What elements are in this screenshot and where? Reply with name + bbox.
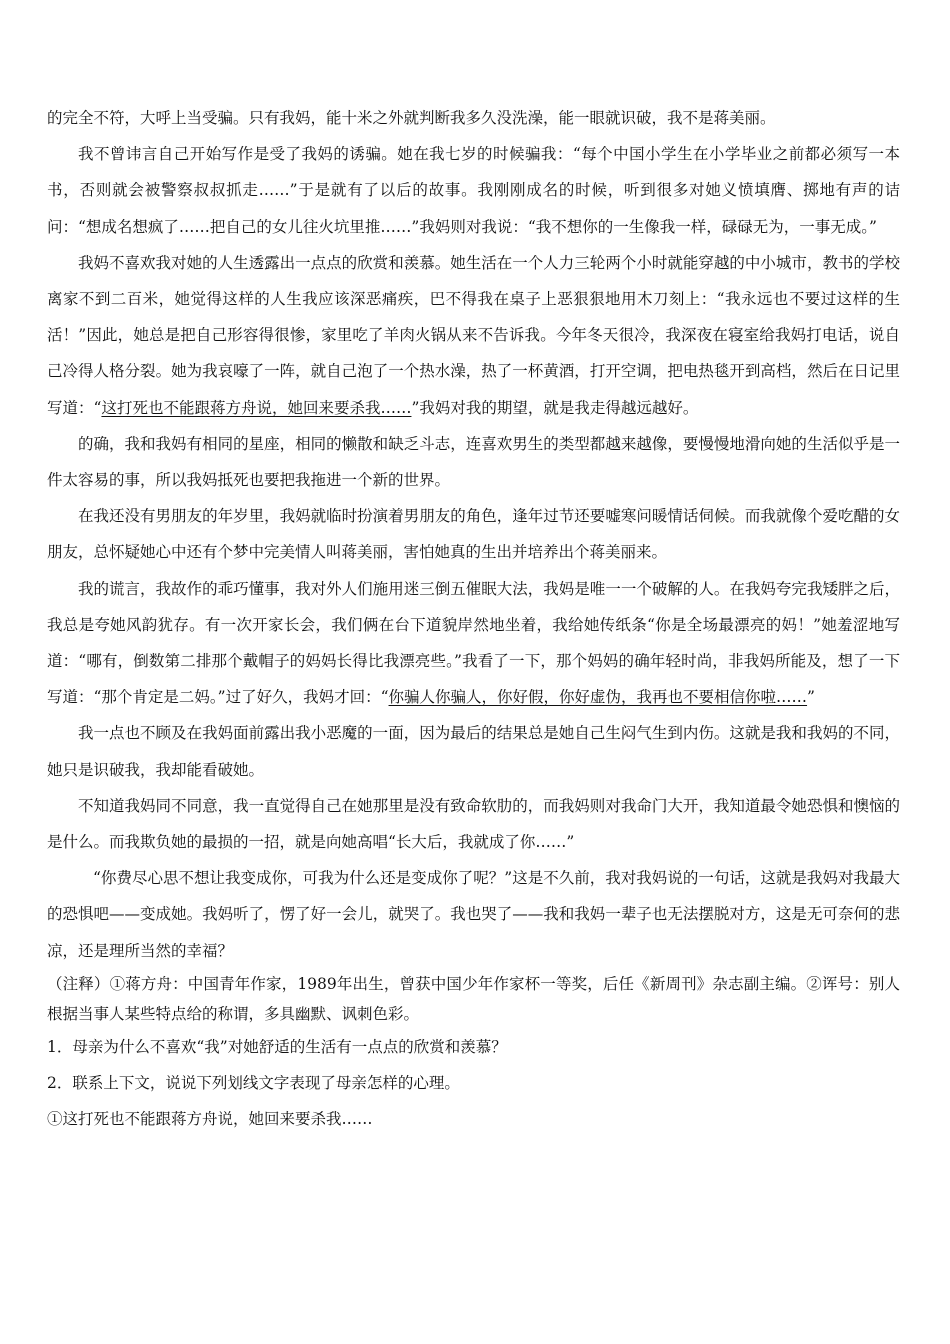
paragraph-6: 我一点也不顾及在我妈面前露出我小恶魔的一面，因为最后的结果总是她自己生闷气生到内伤。这就是我和我妈的不同，她只是识破我，我却能看破她。: [47, 724, 900, 779]
paragraph-2-text-a: 我妈不喜欢我对她的人生透露出一点点的欣赏和羡慕。她生活在一个人力三轮两个小时就能穿越的中小城市，教书的学校离家不到二百米，她觉得这样的人生我应该深恶痛疾，巴不得我在桌子上恶狠狠地用木刀刻上：“我永远也不要过这样的生活！”因此，她总是把自己形容得很惨，家里吃了羊肉火锅从来不告诉我。今年冬天很冷，我深夜在寝室给我妈打电话，说自己冷得人格分裂。她为我哀嚎了一阵，就自己泡了一个热水澡，热了一杯黄酒，打开空调，把电热毯开到高档，然后在日记里写道：“: [47, 253, 900, 417]
underlined-quote-2: 你骗人你骗人，你好假，你好虚伪，我再也不要相信你啦……: [388, 688, 808, 707]
paragraph-2: [47, 245, 900, 426]
underlined-quote-1: 这打死也不能跟蒋方舟说，她回来要杀我……: [101, 398, 412, 417]
paragraph-4: 在我还没有男朋友的年岁里，我妈就临时扮演着男朋友的角色，逢年过节还要嘘寒问暖情话伺候。而我就像个爱吃醋的女朋友，总怀疑她心中还有个梦中完美情人叫蒋美丽，害怕她真的生出并培养出个蒋美丽来。: [47, 507, 900, 562]
question-1: 1．母亲为什么不喜欢“我”对她舒适的生活有一点点的欣赏和羡慕？: [47, 1037, 507, 1056]
paragraph-0: 的完全不符，大呼上当受骗。只有我妈，能十米之外就判断我多久没洗澡，能一眼就识破，我不是蒋美丽。: [47, 109, 776, 127]
question-2: 2．联系上下文，说说下列划线文字表现了母亲怎样的心理。: [47, 1074, 460, 1093]
paragraph-5-text-a: 我的谎言，我故作的乖巧懂事，我对外人们施用迷三倒五催眠大法，我妈是唯一一个破解的人。在我妈夸完我矮胖之后，我总是夸她风韵犹存。有一次开家长会，我们俩在台下道貌岸然地坐着，我给她传纸条“你是全场最漂亮的妈！”她羞涩地写道：“哪有，倒数第二排那个戴帽子的妈妈长得比我漂亮些。”我看了一下，那个妈妈的确年轻时尚，非我妈所能及，想了一下写道：“那个肯定是二妈。”过了好久，我妈才回：“: [47, 579, 900, 707]
question-2-item-1: ①这打死也不能跟蒋方舟说，她回来要杀我……: [47, 1110, 373, 1129]
paragraph-7: 不知道我妈同不同意，我一直觉得自己在她那里是没有致命软肋的，而我妈则对我命门大开，我知道最令她恐惧和懊恼的是什么。而我欺负她的最损的一招，就是向她高唱“长大后，我就成了你……”: [47, 796, 900, 852]
paragraph-2-text-b: ”我妈对我的期望，就是我走得越远越好。: [411, 398, 699, 417]
paragraph-5: [47, 571, 900, 716]
paragraph-5-text-b: ”: [807, 688, 815, 707]
paragraph-1: 我不曾讳言自己开始写作是受了我妈的诱骗。她在我七岁的时候骗我：“每个中国小学生在小学毕业之前都必须写一本书，否则就会被警察叔叔抓走……”于是就有了以后的故事。我刚刚成名的时候，听到很多对她义愤填膺、掷地有声的诘问：“想成名想疯了……把自己的女儿往火坑里推……”我妈则对我说：“我不想你的一生像我一样，碌碌无为，一事无成。”: [47, 145, 900, 236]
paragraph-3: 的确，我和我妈有相同的星座，相同的懒散和缺乏斗志，连喜欢男生的类型都越来越像，要慢慢地滑向她的生活似乎是一件太容易的事，所以我妈抵死也要把我拖进一个新的世界。: [47, 434, 900, 490]
paragraph-8: “你费尽心思不想让我变成你，可我为什么还是变成你了呢？”这是不久前，我对我妈说的一句话，这就是我妈对我最大的恐惧吧——变成她。我妈听了，愣了好一会儿，就哭了。我也哭了——我和我妈一辈子也无法摆脱对方，这是无可奈何的悲凉，还是理所当然的幸福？: [47, 869, 900, 960]
document-page: [47, 100, 900, 1137]
annotation-note: （注释）①蒋方舟：中国青年作家，1989年出生，曾获中国少年作家杯一等奖，后任《新周刊》杂志副主编。②诨号：别人根据当事人某些特点给的称谓，多具幽默、讽刺色彩。: [47, 974, 900, 1023]
